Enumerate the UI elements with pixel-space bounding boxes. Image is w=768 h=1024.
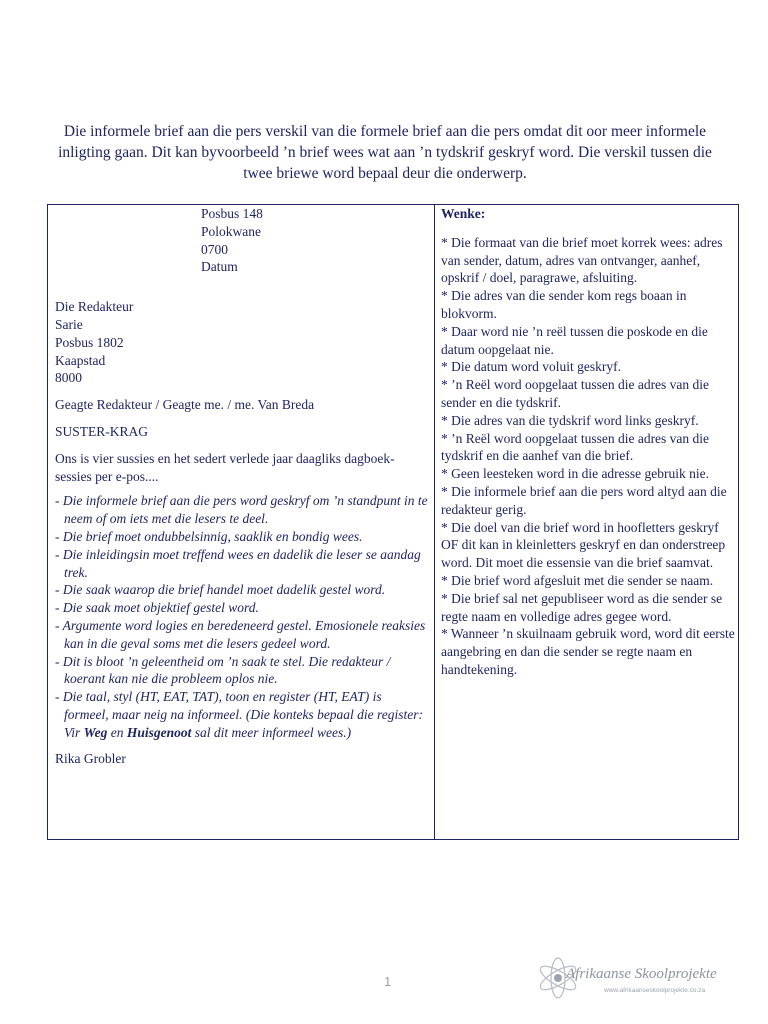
- guideline-item: - Die inleidingsin moet treffend wees en dadelik die leser se aandag trek.: [55, 546, 421, 580]
- guideline-item: - Argumente word logies en beredeneerd gestel. Emosionele reaksies kan in die geval soms met die lesers gedeel word.: [55, 617, 426, 651]
- guideline-text: - Die taal, styl (HT, EAT, TAT), toon en register (HT, EAT) is formeel, maar neig na informeel. (Die konteks bepaal die register: Vir: [55, 689, 424, 740]
- tip-item: * Daar word nie ’n reël tussen die poskode en die datum oopgelaat nie.: [441, 323, 708, 357]
- guideline-item: - Die informele brief aan die pers word geskryf om ’n standpunt in te neem of om iets met die lesers te deel.: [55, 493, 428, 527]
- logo-url: www.afrikaanseskoolprojekte.co.za: [604, 987, 706, 994]
- letter-opening: Ons is vier sussies en het sedert verlede jaar daagliks dagboek-sessies per e-pos....: [55, 450, 395, 484]
- tip-item: * ’n Reël word oopgelaat tussen die adres van die sender en die tydskrif.: [441, 377, 710, 410]
- guideline-text: en: [107, 724, 127, 740]
- tip-item: * Die doel van die brief word in hoofletters geskryf OF dit kan in kleinletters geskryf en dan onderstreep word. Dit moet die essensie van die brief saamvat.: [441, 519, 726, 571]
- signature: Rika Grobler: [55, 750, 126, 766]
- sender-address-line: Polokwane: [201, 223, 261, 239]
- magazine-name-huisgenoot: Huisgenoot: [126, 724, 192, 740]
- intro-paragraph: Die informele brief aan die pers verskil van die formele brief aan die pers omdat dit oor meer informele inligting gaan. Dit kan byvoorbeeld ’n brief wees wat aan ’n tydskrif geskryf word. Die verskil tussen die twee briewe word bepaal deur die onderwerp.: [58, 123, 712, 182]
- guideline-item: - Die saak waarop die brief handel moet dadelik gestel word.: [55, 582, 386, 598]
- tip-item: * ’n Reël word oopgelaat tussen die adres van die tydskrif en die aanhef van die brief.: [441, 430, 710, 464]
- sender-address-line: 0700: [201, 241, 228, 257]
- tip-item: * Die brief word afgesluit met die sender se naam.: [441, 572, 714, 588]
- recipient-address-line: Posbus 1802: [55, 334, 124, 350]
- recipient-address-line: 8000: [55, 370, 82, 386]
- page-number: 1: [384, 974, 392, 989]
- tip-item: * Geen leesteken word in die adresse gebruik nie.: [441, 466, 710, 482]
- tip-item: * Die formaat van die brief moet korrek wees: adres van sender, datum, adres van ontvanger, aanhef, opskrif / doel, paragrawe, afsluiting.: [441, 234, 723, 286]
- sender-address: [201, 205, 434, 276]
- salutation: Geagte Redakteur / Geagte me. / me. Van Breda: [55, 397, 315, 413]
- tips-list: [441, 234, 738, 679]
- tip-item: * Die datum word voluit geskryf.: [441, 359, 621, 375]
- guideline-text: sal dit meer informeel wees.): [191, 724, 352, 740]
- recipient-address-line: Sarie: [55, 316, 83, 332]
- sender-address-line: Datum: [201, 259, 238, 275]
- letter-table: [47, 204, 739, 840]
- logo-text: Afrikaanse Skoolprojekte: [566, 966, 717, 982]
- afrikaanse-skoolprojekte-logo: [532, 948, 732, 1006]
- guideline-item: [55, 688, 428, 741]
- guideline-item: - Die brief moet ondubbelsinnig, saaklik en bondig wees.: [55, 528, 363, 544]
- guideline-item: - Die saak moet objektief gestel word.: [55, 600, 259, 616]
- letter-column: [48, 205, 435, 840]
- tips-heading: Wenke:: [441, 206, 486, 221]
- magazine-name-weg: Weg: [83, 724, 108, 740]
- recipient-address-line: Die Redakteur: [55, 299, 134, 315]
- tip-item: * Die adres van die tydskrif word links geskryf.: [441, 412, 699, 428]
- sender-address-line: Posbus 148: [201, 206, 263, 221]
- tip-item: * Die adres van die sender kom regs boaan in blokvorm.: [441, 288, 687, 321]
- tips-column: [435, 205, 739, 840]
- tip-item: * Die informele brief aan die pers word altyd aan die redakteur gerig.: [441, 483, 727, 517]
- guideline-item: - Dit is bloot ’n geleentheid om ’n saak te stel. Die redakteur / koerant kan nie die probleem oplos nie.: [55, 653, 391, 687]
- letter-guidelines: [55, 492, 434, 741]
- recipient-address: [55, 298, 434, 387]
- letter-subject: SUSTER-KRAG: [55, 423, 149, 439]
- recipient-address-line: Kaapstad: [55, 352, 106, 368]
- tip-item: * Die brief sal net gepubliseer word as die sender se regte naam en volledige adres gegee word.: [441, 590, 723, 624]
- tip-item: * Wanneer ’n skuilnaam gebruik word, word dit eerste aangebring en dan die sender se regte naam en handtekening.: [441, 626, 735, 677]
